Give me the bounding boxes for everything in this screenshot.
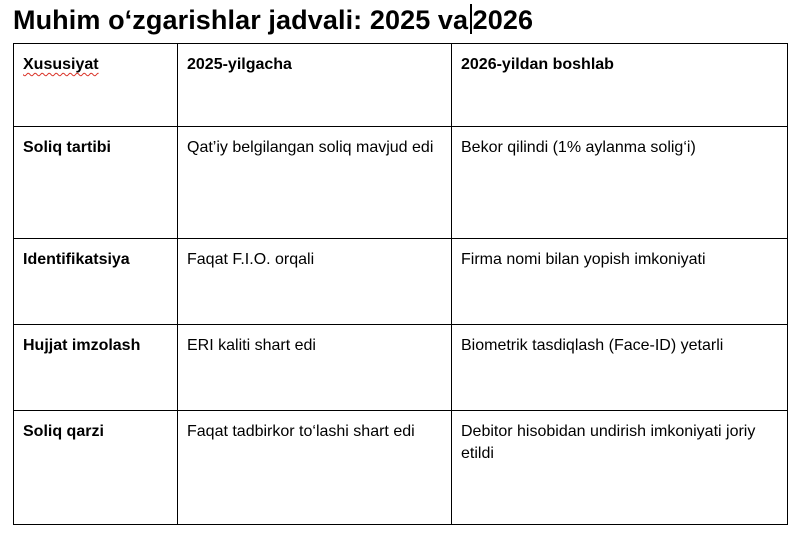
- table-cell[interactable]: [14, 127, 178, 239]
- header-feature: Xususiyat: [23, 56, 99, 73]
- document-title: [13, 0, 533, 40]
- table-row: [14, 127, 788, 239]
- table-cell[interactable]: [14, 239, 178, 325]
- table-cell[interactable]: [452, 127, 788, 239]
- table-row: [14, 325, 788, 411]
- table-header-cell[interactable]: [452, 44, 788, 127]
- cell-text: ERI kaliti shart edi: [187, 337, 316, 354]
- cell-text: Debitor hisobidan undirish imkoniyati joriy etildi: [461, 423, 756, 462]
- table-cell[interactable]: [178, 127, 452, 239]
- row-label: Soliq qarzi: [23, 423, 104, 440]
- title-text: Muhim o‘zgarishlar jadvali: 2025 va: [13, 5, 469, 35]
- table-cell[interactable]: [14, 325, 178, 411]
- cell-text: Bekor qilindi (1% aylanma solig‘i): [461, 139, 696, 156]
- table-cell[interactable]: [452, 411, 788, 525]
- table-cell[interactable]: [452, 239, 788, 325]
- table-row: [14, 239, 788, 325]
- cell-text: Faqat F.I.O. orqali: [187, 251, 315, 268]
- row-label: Identifikatsiya: [23, 251, 130, 268]
- header-before-2025: 2025-yilgacha: [187, 56, 292, 73]
- table-cell[interactable]: [178, 239, 452, 325]
- title-text-after-cursor: 2026: [472, 5, 534, 35]
- cell-text: Biometrik tasdiqlash (Face-ID) yetarli: [461, 337, 724, 354]
- text-cursor: [470, 4, 472, 34]
- cell-text: Faqat tadbirkor to‘lashi shart edi: [187, 423, 415, 440]
- row-label: Soliq tartibi: [23, 139, 111, 156]
- table-header-cell[interactable]: [14, 44, 178, 127]
- cell-text: Firma nomi bilan yopish imkoniyati: [461, 251, 706, 268]
- table-cell[interactable]: [178, 325, 452, 411]
- cell-text: Qat’iy belgilangan soliq mavjud edi: [187, 139, 434, 156]
- table-header-cell[interactable]: [178, 44, 452, 127]
- table-cell[interactable]: [178, 411, 452, 525]
- table-header-row: [14, 44, 788, 127]
- table-cell[interactable]: [14, 411, 178, 525]
- changes-table: [13, 43, 788, 525]
- table-cell[interactable]: [452, 325, 788, 411]
- header-from-2026: 2026-yildan boshlab: [461, 56, 614, 73]
- table-row: [14, 411, 788, 525]
- row-label: Hujjat imzolash: [23, 337, 141, 354]
